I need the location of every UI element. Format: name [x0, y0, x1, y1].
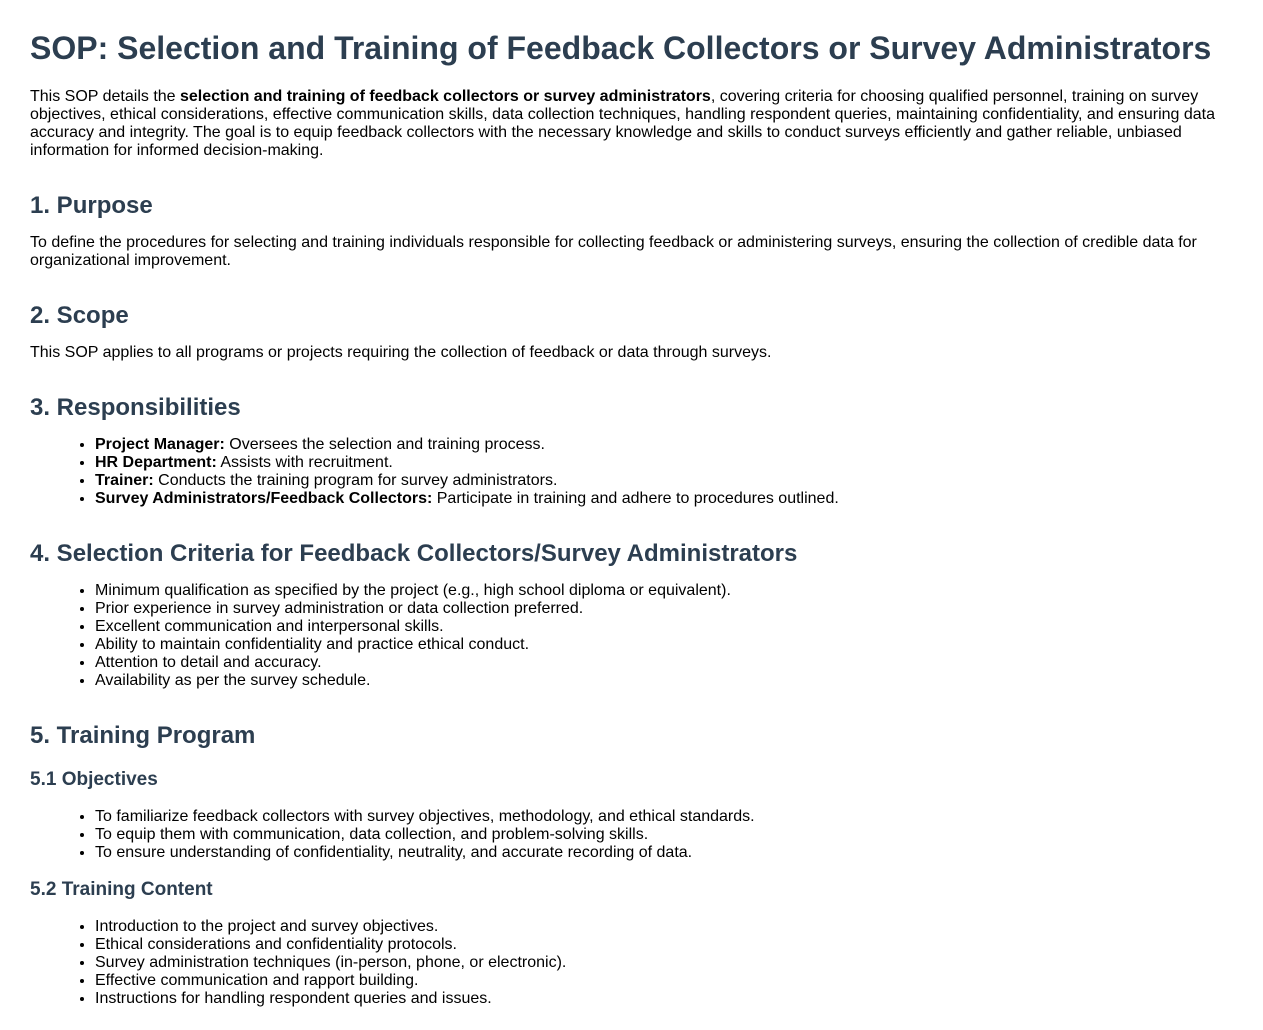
list-item: • Availability as per the survey schedule.: [95, 672, 1233, 690]
role-label: HR Department:: [95, 454, 217, 471]
intro-suffix: , covering criteria for choosing qualified personnel, training on survey objectives, ethical considerations, effective communication skills, data collection techniques, handling respondent queries, maintaining confidentiality, and ensuring data accuracy and integrity. The goal is to equip feedback collectors with the necessary knowledge and skills to conduct surveys efficiently and gather reliable, unbiased information for informed decision-making.: [30, 88, 1215, 159]
list-item: [95, 454, 1233, 472]
purpose-text: To define the procedures for selecting and training individuals responsible for collecting feedback or administering surveys, ensuring the collection of credible data for organizational improvement.: [30, 234, 1197, 269]
list-item: • Prior experience in survey administration or data collection preferred.: [95, 600, 1233, 618]
list-item: • Attention to detail and accuracy.: [95, 654, 1233, 672]
list-item: • Introduction to the project and survey objectives.: [95, 918, 1233, 936]
objectives-list: [30, 808, 1233, 862]
list-item: • To equip them with communication, data collection, and problem-solving skills.: [95, 826, 1233, 844]
purpose-heading: 1. Purpose: [30, 192, 153, 219]
list-item: • To familiarize feedback collectors with survey objectives, methodology, and ethical standards.: [95, 808, 1233, 826]
list-item: • Instructions for handling respondent queries and issues.: [95, 990, 1233, 1008]
training-heading: 5. Training Program: [30, 722, 256, 749]
role-description: Participate in training and adhere to procedures outlined.: [432, 490, 839, 507]
list-item: • Ethical considerations and confidentiality protocols.: [95, 936, 1233, 954]
responsibilities-list: [30, 436, 1233, 508]
role-description: Assists with recruitment.: [216, 454, 393, 471]
intro-paragraph: [30, 88, 1230, 160]
role-label: Trainer:: [95, 472, 154, 489]
selection-heading: 4. Selection Criteria for Feedback Collectors/Survey Administrators: [30, 540, 798, 567]
role-description: Oversees the selection and training process.: [224, 436, 545, 453]
role-label: Survey Administrators/Feedback Collectors:: [95, 490, 433, 507]
list-item: • Minimum qualification as specified by the project (e.g., high school diploma or equivalent).: [95, 582, 1233, 600]
objectives-heading: 5.1 Objectives: [30, 769, 158, 790]
responsibilities-heading: 3. Responsibilities: [30, 394, 241, 421]
list-item: • Effective communication and rapport building.: [95, 972, 1233, 990]
scope-text: This SOP applies to all programs or projects requiring the collection of feedback or data through surveys.: [30, 344, 772, 361]
list-item: • Survey administration techniques (in-person, phone, or electronic).: [95, 954, 1233, 972]
scope-heading: 2. Scope: [30, 302, 129, 329]
page-title: SOP: Selection and Training of Feedback Collectors or Survey Administrators: [30, 30, 1212, 66]
list-item: • To ensure understanding of confidentiality, neutrality, and accurate recording of data.: [95, 844, 1233, 862]
list-item: [95, 436, 1233, 454]
role-description: Conducts the training program for survey administrators.: [153, 472, 558, 489]
list-item: • Ability to maintain confidentiality and practice ethical conduct.: [95, 636, 1233, 654]
training-content-list: [30, 918, 1233, 1008]
list-item: [95, 490, 1233, 508]
training-content-heading: 5.2 Training Content: [30, 879, 213, 900]
list-item: • Excellent communication and interpersonal skills.: [95, 618, 1233, 636]
intro-prefix: This SOP details the: [30, 88, 180, 105]
role-label: Project Manager:: [95, 436, 225, 453]
selection-criteria-list: [30, 582, 1233, 690]
intro-bold: selection and training of feedback collectors or survey administrators: [180, 88, 711, 105]
list-item: [95, 472, 1233, 490]
